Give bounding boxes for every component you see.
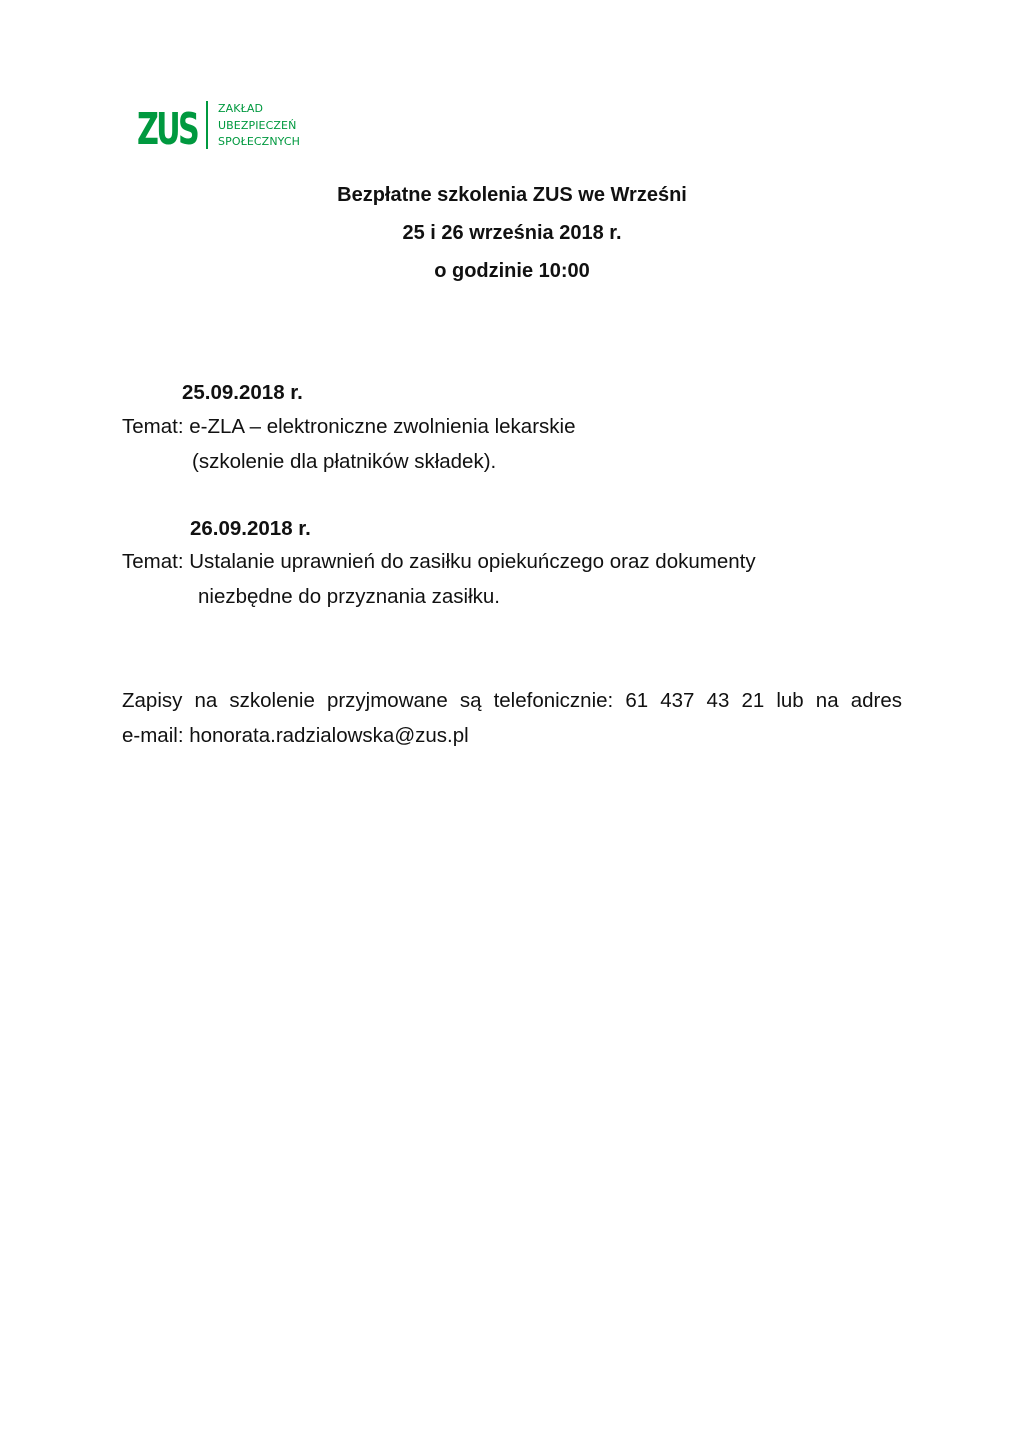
logo-mark-text: ZUS bbox=[137, 104, 198, 155]
logo-name-line: ZAKŁAD bbox=[218, 102, 264, 115]
logo-name-line: SPOŁECZNYCH bbox=[218, 135, 301, 148]
session-1-date: 25.09.2018 r. bbox=[182, 381, 303, 404]
title-line-3: o godzinie 10:00 bbox=[434, 260, 590, 282]
title-line-1: Bezpłatne szkolenia ZUS we Wrześni bbox=[337, 184, 687, 206]
signup-info bbox=[122, 683, 902, 753]
logo-name-line: UBEZPIECZEŃ bbox=[218, 118, 297, 132]
logo-name bbox=[218, 101, 300, 149]
session-1-topic-continued: (szkolenie dla płatników składek). bbox=[192, 450, 497, 473]
signup-phone-line: Zapisy na szkolenie przyjmowane są telefonicznie: 61 437 43 21 lub na adres bbox=[122, 689, 902, 712]
session-2-topic: Temat: Ustalanie uprawnień do zasiłku opiekuńczego oraz dokumenty bbox=[122, 550, 756, 573]
title-line-2: 25 i 26 września 2018 r. bbox=[402, 222, 622, 244]
session-1-topic: Temat: e-ZLA – elektroniczne zwolnienia lekarskie bbox=[122, 415, 576, 438]
signup-email-line: e-mail: honorata.radzialowska@zus.pl bbox=[122, 724, 469, 747]
zus-logo-mark-icon bbox=[136, 100, 198, 155]
page-title bbox=[0, 176, 1024, 290]
session-2-topic-continued: niezbędne do przyznania zasiłku. bbox=[198, 585, 500, 608]
logo-divider bbox=[206, 101, 208, 149]
session-2-date: 26.09.2018 r. bbox=[190, 517, 311, 540]
zus-logo bbox=[136, 100, 301, 155]
